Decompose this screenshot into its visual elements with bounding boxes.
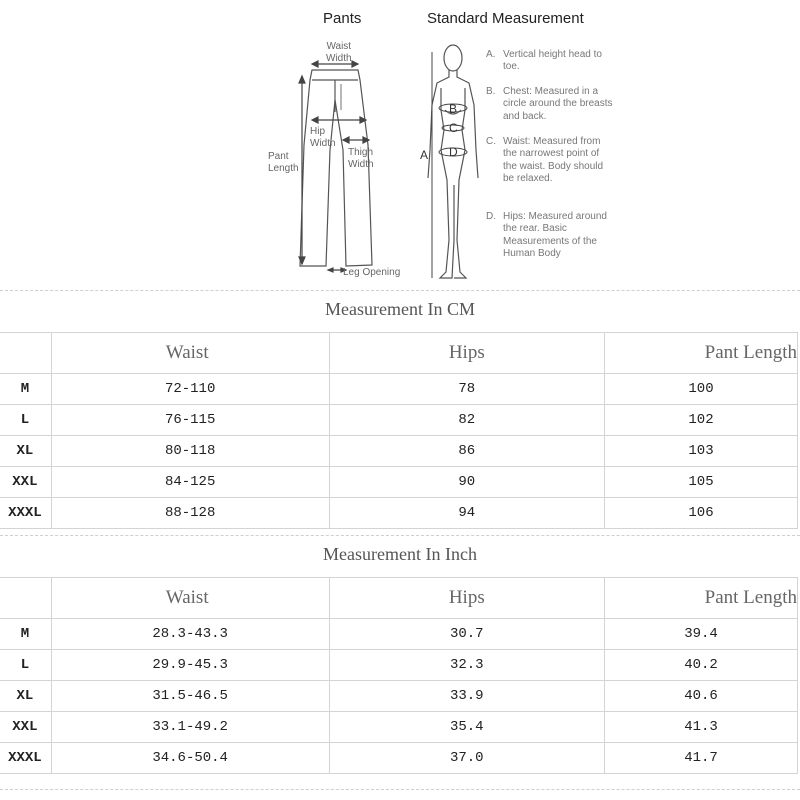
marker-d: D xyxy=(449,145,458,159)
header-size xyxy=(0,578,51,619)
size-cell: XXL xyxy=(0,712,51,743)
header-waist: Waist xyxy=(51,333,329,374)
table-row xyxy=(0,467,798,498)
size-cell: XL xyxy=(0,681,51,712)
cm-table-title: Measurement In CM xyxy=(325,299,475,319)
marker-a: A xyxy=(420,148,429,162)
note-b-key: B. xyxy=(486,86,496,97)
pants-title: Pants xyxy=(323,10,362,27)
size-cell: L xyxy=(0,650,51,681)
size-cell: L xyxy=(0,405,51,436)
table-row xyxy=(0,712,798,743)
header-size xyxy=(0,333,51,374)
note-c-text: Waist: Measured from the narrowest point of the waist. Body should be relaxed. xyxy=(503,136,604,184)
size-cell: M xyxy=(0,619,51,650)
waist-cell: 33.1-49.2 xyxy=(51,712,329,743)
hip-width-label: Hip Width xyxy=(310,126,336,149)
table-header-row xyxy=(0,578,798,619)
hips-cell: 90 xyxy=(329,467,604,498)
header-hips: Hips xyxy=(329,333,604,374)
hips-cell: 33.9 xyxy=(329,681,604,712)
table-row xyxy=(0,650,798,681)
hips-cell: 82 xyxy=(329,405,604,436)
header-waist: Waist xyxy=(51,578,329,619)
size-cell: XL xyxy=(0,436,51,467)
leg-opening-label: Leg Opening xyxy=(343,267,401,278)
table-header-row xyxy=(0,333,798,374)
note-d xyxy=(486,211,613,260)
size-cell: XXL xyxy=(0,467,51,498)
hips-cell: 32.3 xyxy=(329,650,604,681)
table-row xyxy=(0,405,798,436)
waist-cell: 88-128 xyxy=(51,498,329,529)
pant-length-cell: 41.3 xyxy=(605,712,798,743)
hips-cell: 78 xyxy=(329,374,604,405)
table-row xyxy=(0,743,798,774)
table-row xyxy=(0,619,798,650)
measurement-diagram xyxy=(0,0,800,288)
pant-length-cell: 40.2 xyxy=(605,650,798,681)
hips-cell: 35.4 xyxy=(329,712,604,743)
waist-cell: 80-118 xyxy=(51,436,329,467)
table-row xyxy=(0,498,798,529)
size-cell: M xyxy=(0,374,51,405)
waist-width-label: Waist Width xyxy=(326,41,352,64)
table-row xyxy=(0,681,798,712)
diagram-illustration xyxy=(0,0,800,288)
table-row xyxy=(0,374,798,405)
waist-cell: 76-115 xyxy=(51,405,329,436)
waist-cell: 84-125 xyxy=(51,467,329,498)
divider xyxy=(0,789,800,790)
note-b xyxy=(486,86,613,123)
size-cell: XXXL xyxy=(0,743,51,774)
marker-c: C xyxy=(449,121,458,135)
pant-length-cell: 100 xyxy=(605,374,798,405)
standard-measurement-title: Standard Measurement xyxy=(427,10,584,27)
pant-length-cell: 105 xyxy=(605,467,798,498)
pant-length-cell: 40.6 xyxy=(605,681,798,712)
pant-length-cell: 102 xyxy=(605,405,798,436)
inch-size-table xyxy=(0,577,798,774)
header-pant-length: Pant Length xyxy=(605,578,798,619)
cm-size-table xyxy=(0,332,798,529)
pant-length-cell: 106 xyxy=(605,498,798,529)
note-a-text: Vertical height head to toe. xyxy=(503,49,602,73)
header-hips: Hips xyxy=(329,578,604,619)
waist-cell: 34.6-50.4 xyxy=(51,743,329,774)
hips-cell: 37.0 xyxy=(329,743,604,774)
note-a xyxy=(486,49,613,74)
pant-length-cell: 103 xyxy=(605,436,798,467)
pant-length-label: Pant Length xyxy=(268,151,299,174)
human-body-illustration xyxy=(428,45,478,278)
waist-cell: 29.9-45.3 xyxy=(51,650,329,681)
pant-length-cell: 41.7 xyxy=(605,743,798,774)
header-pant-length: Pant Length xyxy=(605,333,798,374)
hips-cell: 30.7 xyxy=(329,619,604,650)
waist-cell: 72-110 xyxy=(51,374,329,405)
note-c-key: C. xyxy=(486,136,496,147)
note-a-key: A. xyxy=(486,49,496,60)
note-b-text: Chest: Measured in a circle around the breasts and back. xyxy=(503,86,613,122)
thigh-width-label: Thigh Width xyxy=(348,147,374,170)
note-c xyxy=(486,136,613,185)
note-d-text: Hips: Measured around the rear. Basic Measurements of the Human Body xyxy=(503,211,607,259)
divider xyxy=(0,535,800,536)
note-d-key: D. xyxy=(486,211,496,222)
divider xyxy=(0,290,800,291)
pant-length-cell: 39.4 xyxy=(605,619,798,650)
hips-cell: 94 xyxy=(329,498,604,529)
inch-table-title: Measurement In Inch xyxy=(323,544,477,564)
waist-cell: 28.3-43.3 xyxy=(51,619,329,650)
waist-cell: 31.5-46.5 xyxy=(51,681,329,712)
table-row xyxy=(0,436,798,467)
size-cell: XXXL xyxy=(0,498,51,529)
marker-b: B xyxy=(449,102,458,116)
hips-cell: 86 xyxy=(329,436,604,467)
